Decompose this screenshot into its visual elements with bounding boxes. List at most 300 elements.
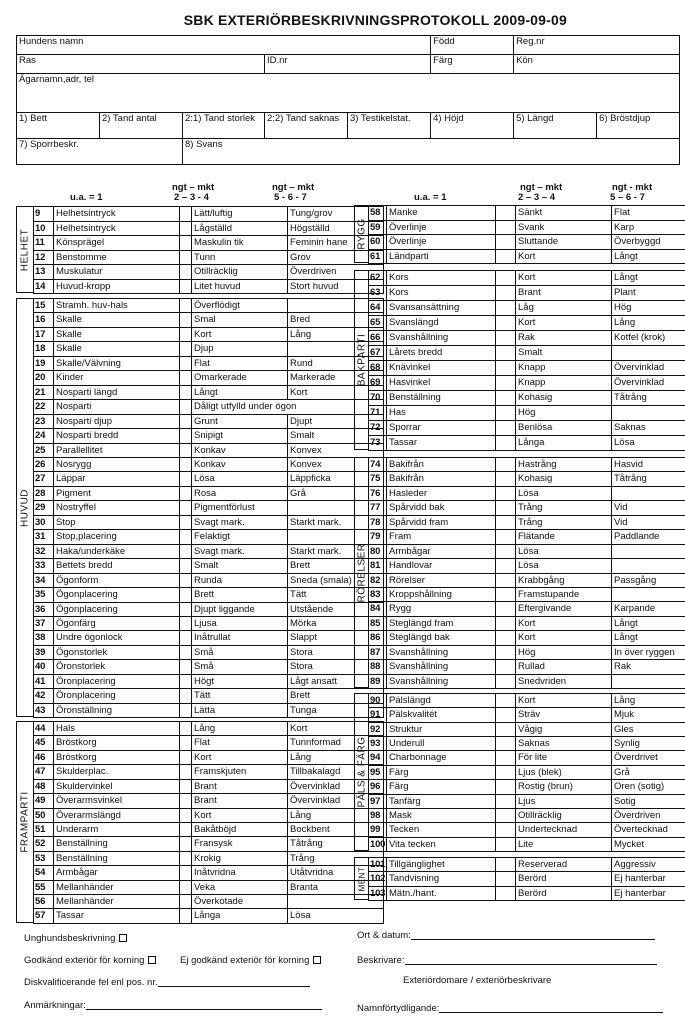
table-row <box>34 765 384 779</box>
row-trait: Skalle <box>54 342 180 356</box>
grade-cell[interactable] <box>496 559 516 573</box>
table-row <box>369 872 685 886</box>
grade-cell[interactable] <box>180 400 192 414</box>
mild-deviation: Långa <box>516 436 612 451</box>
row-trait: Spårvidd fram <box>387 515 496 529</box>
mild-deviation: Kohasig <box>516 472 612 486</box>
mild-deviation: Hög <box>516 645 612 659</box>
grade-cell[interactable] <box>180 588 192 602</box>
grade-cell[interactable] <box>496 515 516 529</box>
dewclaw-field[interactable]: 7) Sporrbeskr. <box>17 139 183 165</box>
row-trait: Skalle <box>54 313 180 327</box>
grade-cell[interactable] <box>496 316 516 331</box>
grade-cell[interactable] <box>496 823 516 837</box>
not-approved-checkbox[interactable] <box>313 956 321 964</box>
table-row <box>369 587 685 601</box>
grade-cell[interactable] <box>180 356 192 370</box>
table-row <box>369 458 685 472</box>
section-table <box>33 721 384 924</box>
grade-cell[interactable] <box>180 530 192 544</box>
birth-field[interactable]: Född <box>431 36 514 55</box>
strong-deviation <box>612 544 685 558</box>
strong-deviation: Lösa <box>612 436 685 451</box>
row-trait: Handlovar <box>387 559 496 573</box>
grade-cell[interactable] <box>496 346 516 361</box>
row-trait: Könsprägel <box>54 236 180 251</box>
col-head-right-567: 5 – 6 - 7 <box>610 192 645 203</box>
row-number: 39 <box>34 645 54 659</box>
grade-cell[interactable] <box>496 486 516 500</box>
row-trait: Ögonplacering <box>54 602 180 616</box>
row-number: 91 <box>369 708 387 722</box>
row-number: 60 <box>369 235 387 250</box>
strong-deviation: Passgång <box>612 573 685 587</box>
grade-cell[interactable] <box>180 779 192 793</box>
grade-cell[interactable] <box>496 645 516 659</box>
strong-deviation: Långt <box>612 271 685 286</box>
grade-cell[interactable] <box>180 515 192 529</box>
row-trait: Nostryffel <box>54 501 180 515</box>
table-row <box>34 486 384 500</box>
length-field[interactable]: 5) Längd <box>514 113 597 139</box>
grade-cell[interactable] <box>180 457 192 471</box>
grade-cell[interactable] <box>180 822 192 836</box>
table-row <box>34 588 384 602</box>
row-trait: Rygg <box>387 602 496 616</box>
strong-deviation: Stora <box>288 660 384 674</box>
grade-cell[interactable] <box>496 530 516 544</box>
table-row <box>369 472 685 486</box>
grade-cell[interactable] <box>496 235 516 250</box>
grade-cell[interactable] <box>180 722 192 736</box>
approved-option[interactable]: Godkänd exteriör för korning <box>24 955 160 966</box>
mild-deviation: Lösa <box>192 472 288 486</box>
table-row <box>369 616 685 630</box>
strong-deviation: Långt <box>612 249 685 264</box>
row-number: 93 <box>369 737 387 751</box>
row-number: 36 <box>34 602 54 616</box>
grade-cell[interactable] <box>180 689 192 703</box>
mild-deviation: Svagt mark. <box>192 544 288 558</box>
grade-cell[interactable] <box>180 299 192 313</box>
strong-deviation: Kort <box>288 385 384 399</box>
strong-deviation: Hög <box>612 301 685 316</box>
strong-deviation: Övervinklad <box>288 794 384 808</box>
row-number: 62 <box>369 271 387 286</box>
grade-cell[interactable] <box>180 616 192 630</box>
grade-cell[interactable] <box>496 631 516 645</box>
table-row <box>369 436 685 451</box>
strong-deviation: Konvex <box>288 457 384 471</box>
strong-deviation: Sotig <box>612 794 685 808</box>
row-trait: Öronstorlek <box>54 660 180 674</box>
table-row <box>369 808 685 822</box>
strong-deviation: Slappt <box>288 631 384 645</box>
mild-deviation: Knapp <box>516 361 612 376</box>
height-field[interactable]: 4) Höjd <box>431 113 514 139</box>
table-row <box>369 249 685 264</box>
grade-cell[interactable] <box>180 895 192 909</box>
row-number: 31 <box>34 530 54 544</box>
grade-cell[interactable] <box>496 220 516 235</box>
mild-deviation: Pigmentförlust <box>192 501 288 515</box>
grade-cell[interactable] <box>180 327 192 341</box>
row-trait: Nosparti djup <box>54 414 180 428</box>
table-row <box>369 765 685 779</box>
grade-cell[interactable] <box>496 406 516 421</box>
section-label-text: MENT <box>357 866 366 891</box>
youth-description-option[interactable]: Unghundsbeskrivning <box>24 933 131 944</box>
grade-cell[interactable] <box>180 573 192 587</box>
mild-deviation: Kohasig <box>516 391 612 406</box>
table-row <box>369 301 685 316</box>
strong-deviation: Överdriven <box>288 265 384 280</box>
grade-cell[interactable] <box>496 361 516 376</box>
row-trait: Svanshållning <box>387 645 496 659</box>
table-row <box>369 515 685 529</box>
describer-field[interactable]: Beskrivare: <box>357 955 657 966</box>
regnr-field[interactable]: Reg.nr <box>514 36 680 55</box>
sex-field[interactable]: Kön <box>514 55 680 74</box>
remarks-field[interactable]: Anmärkningar: <box>24 1000 322 1011</box>
col-head-left-567: 5 - 6 - 7 <box>274 192 307 203</box>
row-trait: Bettets bredd <box>54 559 180 573</box>
table-row <box>34 342 384 356</box>
grade-cell[interactable] <box>180 660 192 674</box>
row-trait: Pälskvalitét <box>387 708 496 722</box>
owner-field-line2[interactable] <box>17 94 680 113</box>
table-row <box>369 544 685 558</box>
strong-deviation: In över ryggen <box>612 645 685 659</box>
teeth-count-field[interactable]: 2) Tand antal <box>100 113 183 139</box>
table-row <box>369 286 685 301</box>
mild-deviation: Bakåtböjd <box>192 822 288 836</box>
table-row <box>369 376 685 391</box>
youth-checkbox[interactable] <box>119 934 127 942</box>
row-number: 102 <box>370 873 386 885</box>
grade-cell[interactable] <box>180 265 192 280</box>
table-row <box>369 660 685 674</box>
teeth-missing-field[interactable]: 2:2) Tand saknas <box>265 113 348 139</box>
row-trait: Steglängd bak <box>387 631 496 645</box>
mild-deviation: Veka <box>192 880 288 894</box>
table-row <box>369 421 685 436</box>
col-head-right-strong: ngt - mkt <box>612 182 653 193</box>
grade-cell[interactable] <box>180 866 192 880</box>
mild-deviation: Runda <box>192 573 288 587</box>
place-date-field[interactable]: Ort & datum: <box>357 930 655 941</box>
grade-cell[interactable] <box>496 737 516 751</box>
grade-cell[interactable] <box>180 472 192 486</box>
row-trait: Stop <box>54 515 180 529</box>
grade-cell[interactable] <box>496 694 516 708</box>
grade-cell[interactable] <box>180 794 192 808</box>
row-number: 49 <box>34 794 54 808</box>
grade-cell[interactable] <box>496 722 516 736</box>
row-trait: Underarm <box>54 822 180 836</box>
table-row <box>34 703 384 717</box>
row-trait: Tanfärg <box>387 794 496 808</box>
row-trait: Kors <box>387 286 496 301</box>
chest-depth-field[interactable]: 6) Bröstdjup <box>597 113 680 139</box>
mild-deviation: Trång <box>516 515 612 529</box>
owner-field[interactable]: Ägarnamn,adr, tel <box>17 74 680 94</box>
row-trait: Fram <box>387 530 496 544</box>
row-number: 33 <box>34 559 54 573</box>
col-head-right-mild: ngt – mkt <box>520 182 563 193</box>
row-trait: Mätn./hant. <box>387 886 496 900</box>
section-label <box>354 857 368 900</box>
grade-cell[interactable] <box>180 429 192 443</box>
color-field[interactable]: Färg <box>431 55 514 74</box>
grade-cell[interactable] <box>496 587 516 601</box>
row-number: 89 <box>369 674 387 688</box>
mild-deviation: Fransysk <box>192 837 288 851</box>
grade-cell[interactable] <box>180 207 192 222</box>
row-trait: Underull <box>387 737 496 751</box>
not-approved-option[interactable]: Ej godkänd exteriör för korning <box>180 955 325 966</box>
grade-cell[interactable] <box>180 342 192 356</box>
strong-deviation: Feminin hane <box>288 236 384 251</box>
mild-deviation: Lite <box>516 837 612 851</box>
row-number: 42 <box>34 689 54 703</box>
teeth-size-field[interactable]: 2:1) Tand storlek <box>183 113 265 139</box>
mild-deviation: Ljus <box>516 794 612 808</box>
grade-cell[interactable] <box>180 221 192 236</box>
strong-deviation: Mörka <box>288 616 384 630</box>
grade-cell[interactable] <box>496 872 516 886</box>
grade-cell[interactable] <box>496 794 516 808</box>
strong-deviation: Grå <box>612 765 685 779</box>
row-trait: Stramh. huv-hals <box>54 299 180 313</box>
section-table <box>33 206 384 294</box>
grade-cell[interactable] <box>180 750 192 764</box>
strong-deviation: Lång <box>288 808 384 822</box>
strong-deviation: Tåtrång <box>612 472 685 486</box>
grade-cell[interactable] <box>180 544 192 558</box>
strong-deviation: Rund <box>288 356 384 370</box>
grade-cell[interactable] <box>496 544 516 558</box>
grade-cell[interactable] <box>180 236 192 251</box>
grade-cell[interactable] <box>180 443 192 457</box>
row-number: 20 <box>34 371 54 385</box>
strong-deviation: Utåtvridna <box>288 866 384 880</box>
bite-field[interactable]: 1) Bett <box>17 113 100 139</box>
grade-cell[interactable] <box>180 851 192 865</box>
grade-cell[interactable] <box>496 616 516 630</box>
table-row <box>369 220 685 235</box>
grade-cell[interactable] <box>496 458 516 472</box>
section-table <box>368 857 685 901</box>
grade-cell[interactable] <box>496 271 516 286</box>
row-number: 14 <box>34 279 54 294</box>
row-trait: Helhetsintryck <box>54 221 180 236</box>
row-number: 35 <box>34 588 54 602</box>
grade-cell[interactable] <box>496 674 516 688</box>
grade-cell[interactable] <box>496 751 516 765</box>
grade-cell[interactable] <box>496 708 516 722</box>
grade-cell[interactable] <box>496 376 516 391</box>
row-trait: Struktur <box>387 722 496 736</box>
table-row <box>369 331 685 346</box>
row-number: 37 <box>34 616 54 630</box>
row-trait: Has <box>387 406 496 421</box>
row-number: 56 <box>34 895 54 909</box>
grade-cell[interactable] <box>180 765 192 779</box>
grade-cell[interactable] <box>496 886 516 900</box>
row-trait: Nosparti bredd <box>54 429 180 443</box>
row-number: 83 <box>369 587 387 601</box>
breed-field[interactable]: Ras <box>17 55 265 74</box>
mild-deviation: Långa <box>192 909 288 923</box>
row-trait: Tassar <box>54 909 180 923</box>
mild-deviation: Brant <box>192 779 288 793</box>
mild-deviation: Konkav <box>192 457 288 471</box>
grade-cell[interactable] <box>180 371 192 385</box>
row-trait: Benställning <box>54 851 180 865</box>
grade-cell[interactable] <box>496 301 516 316</box>
grade-cell[interactable] <box>496 808 516 822</box>
table-row <box>369 645 685 659</box>
grade-cell[interactable] <box>180 645 192 659</box>
table-row <box>34 866 384 880</box>
row-trait: Svanslängd <box>387 316 496 331</box>
grade-cell[interactable] <box>180 880 192 894</box>
strong-deviation <box>612 559 685 573</box>
grade-cell[interactable] <box>496 436 516 451</box>
grade-cell[interactable] <box>496 391 516 406</box>
row-trait: Svanshållning <box>387 660 496 674</box>
table-row <box>34 356 384 370</box>
grade-cell[interactable] <box>180 909 192 923</box>
row-trait: Helhetsintryck <box>54 207 180 222</box>
grade-cell[interactable] <box>496 421 516 436</box>
grade-cell[interactable] <box>180 313 192 327</box>
strong-deviation: Lång <box>288 750 384 764</box>
grade-cell[interactable] <box>496 331 516 346</box>
strong-deviation: Grov <box>288 250 384 265</box>
section-framparti <box>16 721 347 923</box>
mild-deviation: Rostig (brun) <box>516 780 612 794</box>
grade-cell[interactable] <box>180 501 192 515</box>
grade-cell[interactable] <box>180 703 192 717</box>
section-huvud <box>16 298 352 717</box>
name-clarification-field[interactable]: Namnförtydligande: <box>357 1003 663 1014</box>
table-row <box>34 250 384 265</box>
grade-cell[interactable] <box>496 780 516 794</box>
row-number: 73 <box>369 436 387 451</box>
section-helhet <box>16 206 347 293</box>
idnr-field[interactable]: ID.nr <box>265 55 431 74</box>
grade-cell[interactable] <box>180 631 192 645</box>
grade-cell[interactable] <box>180 736 192 750</box>
table-row <box>34 414 384 428</box>
row-number: 103 <box>370 887 386 899</box>
grade-cell[interactable] <box>496 472 516 486</box>
grade-cell[interactable] <box>180 602 192 616</box>
mild-deviation: Kort <box>192 750 288 764</box>
row-trait: Svansansättning <box>387 301 496 316</box>
grade-cell[interactable] <box>496 858 516 872</box>
mild-deviation: Kort <box>516 631 612 645</box>
table-row <box>34 400 384 414</box>
strong-deviation: Tätt <box>288 588 384 602</box>
mild-deviation: Undertecknad <box>516 823 612 837</box>
row-trait: Skalle/Välvning <box>54 356 180 370</box>
grade-cell[interactable] <box>180 674 192 688</box>
section-label-text: PÄLS & FÄRG <box>356 736 367 808</box>
table-row <box>369 406 685 421</box>
row-number: 76 <box>369 486 387 500</box>
strong-deviation: Paddlande <box>612 530 685 544</box>
row-number: 45 <box>34 736 54 750</box>
grade-cell[interactable] <box>180 559 192 573</box>
table-row <box>369 751 685 765</box>
grade-cell[interactable] <box>496 286 516 301</box>
mild-deviation: Kort <box>516 249 612 264</box>
grade-cell[interactable] <box>496 765 516 779</box>
row-number: 85 <box>369 616 387 630</box>
grade-cell[interactable] <box>180 250 192 265</box>
dog-name-field[interactable]: Hundens namn <box>17 36 431 55</box>
disqualifying-field[interactable]: Diskvalificerande fel enl pos. nr. <box>24 977 310 988</box>
grade-cell[interactable] <box>180 837 192 851</box>
tail-field[interactable]: 8) Svans <box>183 139 680 165</box>
grade-cell[interactable] <box>496 837 516 851</box>
mild-deviation: Brant <box>516 286 612 301</box>
mild-deviation: Flätande <box>516 530 612 544</box>
row-number: 32 <box>34 544 54 558</box>
strong-deviation: Mycket <box>612 837 685 851</box>
grade-cell[interactable] <box>180 486 192 500</box>
row-trait: Huvud-kropp <box>54 279 180 294</box>
table-row <box>34 207 384 222</box>
testicle-field[interactable]: 3) Testikelstat. <box>348 113 431 139</box>
grade-cell[interactable] <box>496 573 516 587</box>
row-number: 80 <box>369 544 387 558</box>
grade-cell[interactable] <box>180 279 192 294</box>
mild-deviation: Otillräcklig <box>516 808 612 822</box>
grade-cell[interactable] <box>180 808 192 822</box>
strong-deviation: Konvex <box>288 443 384 457</box>
mild-deviation: Djup <box>192 342 288 356</box>
mild-deviation: Smal <box>192 313 288 327</box>
grade-cell[interactable] <box>180 385 192 399</box>
section-label-text: HUVUD <box>19 488 31 527</box>
row-trait: Överarmslängd <box>54 808 180 822</box>
row-trait: Skuldervinkel <box>54 779 180 793</box>
grade-cell[interactable] <box>496 602 516 616</box>
row-number: 15 <box>34 299 54 313</box>
strong-deviation <box>612 346 685 361</box>
mild-deviation: Små <box>192 645 288 659</box>
table-row <box>369 674 685 688</box>
section-label-text: RÖRELSER <box>356 542 367 603</box>
row-number: 21 <box>34 385 54 399</box>
row-number: 40 <box>34 660 54 674</box>
row-number: 68 <box>369 361 387 376</box>
grade-cell[interactable] <box>496 660 516 674</box>
row-number: 13 <box>34 265 54 280</box>
grade-cell[interactable] <box>496 206 516 221</box>
row-number: 17 <box>34 327 54 341</box>
approved-checkbox[interactable] <box>148 956 156 964</box>
grade-cell[interactable] <box>180 414 192 428</box>
row-number: 10 <box>34 221 54 236</box>
grade-cell[interactable] <box>496 501 516 515</box>
section-table <box>368 457 685 689</box>
grade-cell[interactable] <box>496 249 516 264</box>
